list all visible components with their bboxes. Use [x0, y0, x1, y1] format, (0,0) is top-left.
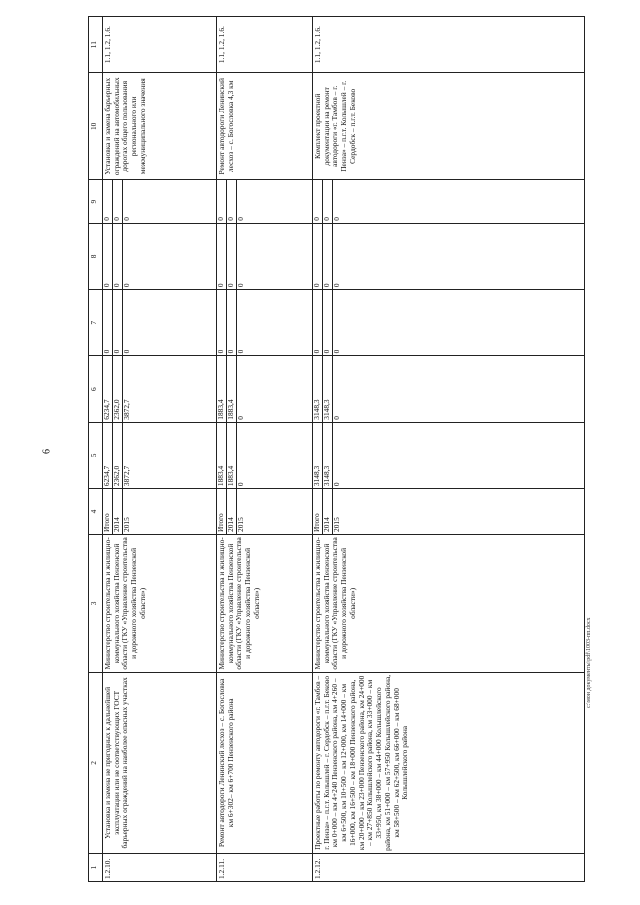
value-cell: 0: [103, 224, 113, 289]
row-executor: Министерство строительства и жилищно-коммунального хозяйства Пензенской области (ГКУ «Управление строительства и дорожного хозяйства Пензенской области»): [313, 535, 585, 673]
value-cell: 0: [122, 283, 131, 288]
value-cell: 0: [103, 290, 113, 355]
value-cell: 0: [323, 290, 333, 355]
row-col8: [103, 223, 217, 289]
program-table: [88, 16, 585, 882]
header-col-5: 5: [89, 422, 103, 488]
value-cell: 3148,3: [313, 356, 323, 421]
header-col-8: 8: [89, 223, 103, 289]
row-col6: [217, 356, 313, 422]
value-cell: 0: [236, 416, 245, 420]
table-row: [103, 17, 217, 882]
year-cell: 2015: [236, 517, 245, 532]
row-years: [313, 489, 585, 535]
value-cell: 0: [332, 283, 341, 288]
year-cell: 2015: [332, 517, 341, 532]
row-col5: [217, 422, 313, 488]
value-cell: 0: [103, 180, 113, 222]
row-col8: [217, 223, 313, 289]
value-cell: 0: [236, 349, 245, 354]
value-cell: 2362,0: [113, 423, 123, 488]
value-cell: 0: [313, 224, 323, 289]
year-cell: 2014: [113, 489, 123, 534]
value-cell: 3148,3: [323, 423, 333, 488]
value-cell: 2362,0: [113, 356, 123, 421]
row-measure: Установка и замена не пригодных к дальнейшей эксплуатации или не соответствующих ГОСТ барьерных ограждений на наиболее опасных участках: [103, 672, 217, 853]
value-cell: 0: [236, 283, 245, 288]
year-cell: 2015: [122, 517, 131, 532]
row-link: 1.1, 1.2, 1.6.: [313, 17, 585, 73]
value-cell: 3148,3: [323, 356, 333, 421]
header-col-10: 10: [89, 73, 103, 180]
year-cell: Итого: [103, 489, 113, 534]
row-col7: [313, 290, 585, 356]
value-cell: 0: [122, 349, 131, 354]
row-executor: Министерство строительства и жилищно-коммунального хозяйства Пензенской области (ГКУ «Управление строительства и дорожного хозяйства Пензенской области»): [217, 535, 313, 673]
row-col5: [103, 422, 217, 488]
value-cell: 0: [122, 217, 131, 221]
value-cell: 0: [227, 224, 237, 289]
row-col9: [217, 180, 313, 223]
value-cell: 0: [236, 482, 245, 487]
value-cell: 0: [227, 290, 237, 355]
row-result: Ремонт автодороги Ленинский лесхоз – с. Богословка 4,3 км: [217, 73, 313, 180]
value-cell: 0: [332, 482, 341, 487]
header-col-4: 4: [89, 489, 103, 535]
value-cell: 1883,4: [227, 356, 237, 421]
value-cell: 1883,4: [217, 423, 227, 488]
row-years: [217, 489, 313, 535]
value-cell: 0: [227, 180, 237, 222]
row-col6: [313, 356, 585, 422]
value-cell: 0: [332, 416, 341, 420]
year-cell: Итого: [217, 489, 227, 534]
row-col7: [103, 290, 217, 356]
header-row: [89, 17, 103, 882]
program-table-rotated: [88, 16, 588, 882]
row-col8: [313, 223, 585, 289]
row-id: 1.2.10.: [103, 853, 217, 881]
header-col-3: 3: [89, 535, 103, 673]
row-col9: [313, 180, 585, 223]
row-result: Установка и замена барьерных ограждений на автомобильных дорогах общего пользования регионального или межмуниципального значения: [103, 73, 217, 180]
year-cell: 2014: [323, 489, 333, 534]
value-cell: 3872,7: [122, 399, 131, 420]
value-cell: 0: [113, 180, 123, 222]
value-cell: 0: [313, 180, 323, 222]
row-executor: Министерство строительства и жилищно-коммунального хозяйства Пензенской области (ГКУ «Управление строительства и дорожного хозяйства Пензенской области»): [103, 535, 217, 673]
value-cell: 0: [332, 217, 341, 221]
year-cell: 2014: [227, 489, 237, 534]
footer-file-path: c:\мои документы\pdf\1003-пп.docx: [586, 617, 592, 708]
year-cell: Итого: [313, 489, 323, 534]
value-cell: 0: [323, 180, 333, 222]
row-id: 1.2.12.: [313, 853, 585, 881]
header-col-1: 1: [89, 853, 103, 881]
row-col6: [103, 356, 217, 422]
value-cell: 0: [217, 290, 227, 355]
row-years: [103, 489, 217, 535]
header-col-6: 6: [89, 356, 103, 422]
header-col-7: 7: [89, 290, 103, 356]
value-cell: 3872,7: [122, 465, 131, 487]
value-cell: 0: [332, 349, 341, 354]
row-col9: [103, 180, 217, 223]
table-row: [313, 17, 585, 882]
value-cell: 0: [113, 224, 123, 289]
row-measure: Проектные работы по ремонту автодороги «г. Тамбов – г. Пенза» – п.г.т. Колышлей – г. Сердобск – п.г.т. Беково км 0+000 – км 4+240 Пензенского района, км 4+260 – км 6+500, км 10+500 – км 12+000, км 14+000 – км 16+000, км 16+500 – км 18+000 Пензенского района, км 20+000 – км 23+000 Пензенского района, км 24+000 – км 27+850 Колышлейского района, км 33+000 – км 33+950, км 38+000 – км 44+000 Колышлейского района, км 51+000 – км 57+950 Колышлейского района, км 58+500 – км 62+500, км 66+000 – км 68+000 Колышлейского района: [313, 672, 585, 853]
row-link: 1.1, 1.2, 1.6.: [103, 17, 217, 73]
header-col-11: 11: [89, 17, 103, 73]
header-col-9: 9: [89, 180, 103, 223]
value-cell: 0: [323, 224, 333, 289]
table-row: [217, 17, 313, 882]
row-link: 1.1, 1.2, 1.6.: [217, 17, 313, 73]
row-col5: [313, 422, 585, 488]
value-cell: 3148,3: [313, 423, 323, 488]
value-cell: 0: [113, 290, 123, 355]
value-cell: 0: [236, 217, 245, 221]
row-id: 1.2.11.: [217, 853, 313, 881]
row-measure: Ремонт автодороги Ленинский лесхоз – с. Богословка км 6+302– км 6+700 Пензенского района: [217, 672, 313, 853]
value-cell: 6234,7: [103, 423, 113, 488]
value-cell: 0: [313, 290, 323, 355]
page-number: 6: [41, 449, 53, 454]
value-cell: 0: [217, 224, 227, 289]
value-cell: 1883,4: [217, 356, 227, 421]
row-result: Комплект проектной документации на ремонт автодороги «г. Тамбов – г. Пенза» – п.г.т. Колышлей – г. Сердобск – п.г.т. Беково: [313, 73, 585, 180]
header-col-2: 2: [89, 672, 103, 853]
row-col7: [217, 290, 313, 356]
value-cell: 1883,4: [227, 423, 237, 488]
value-cell: 6234,7: [103, 356, 113, 421]
value-cell: 0: [217, 180, 227, 222]
